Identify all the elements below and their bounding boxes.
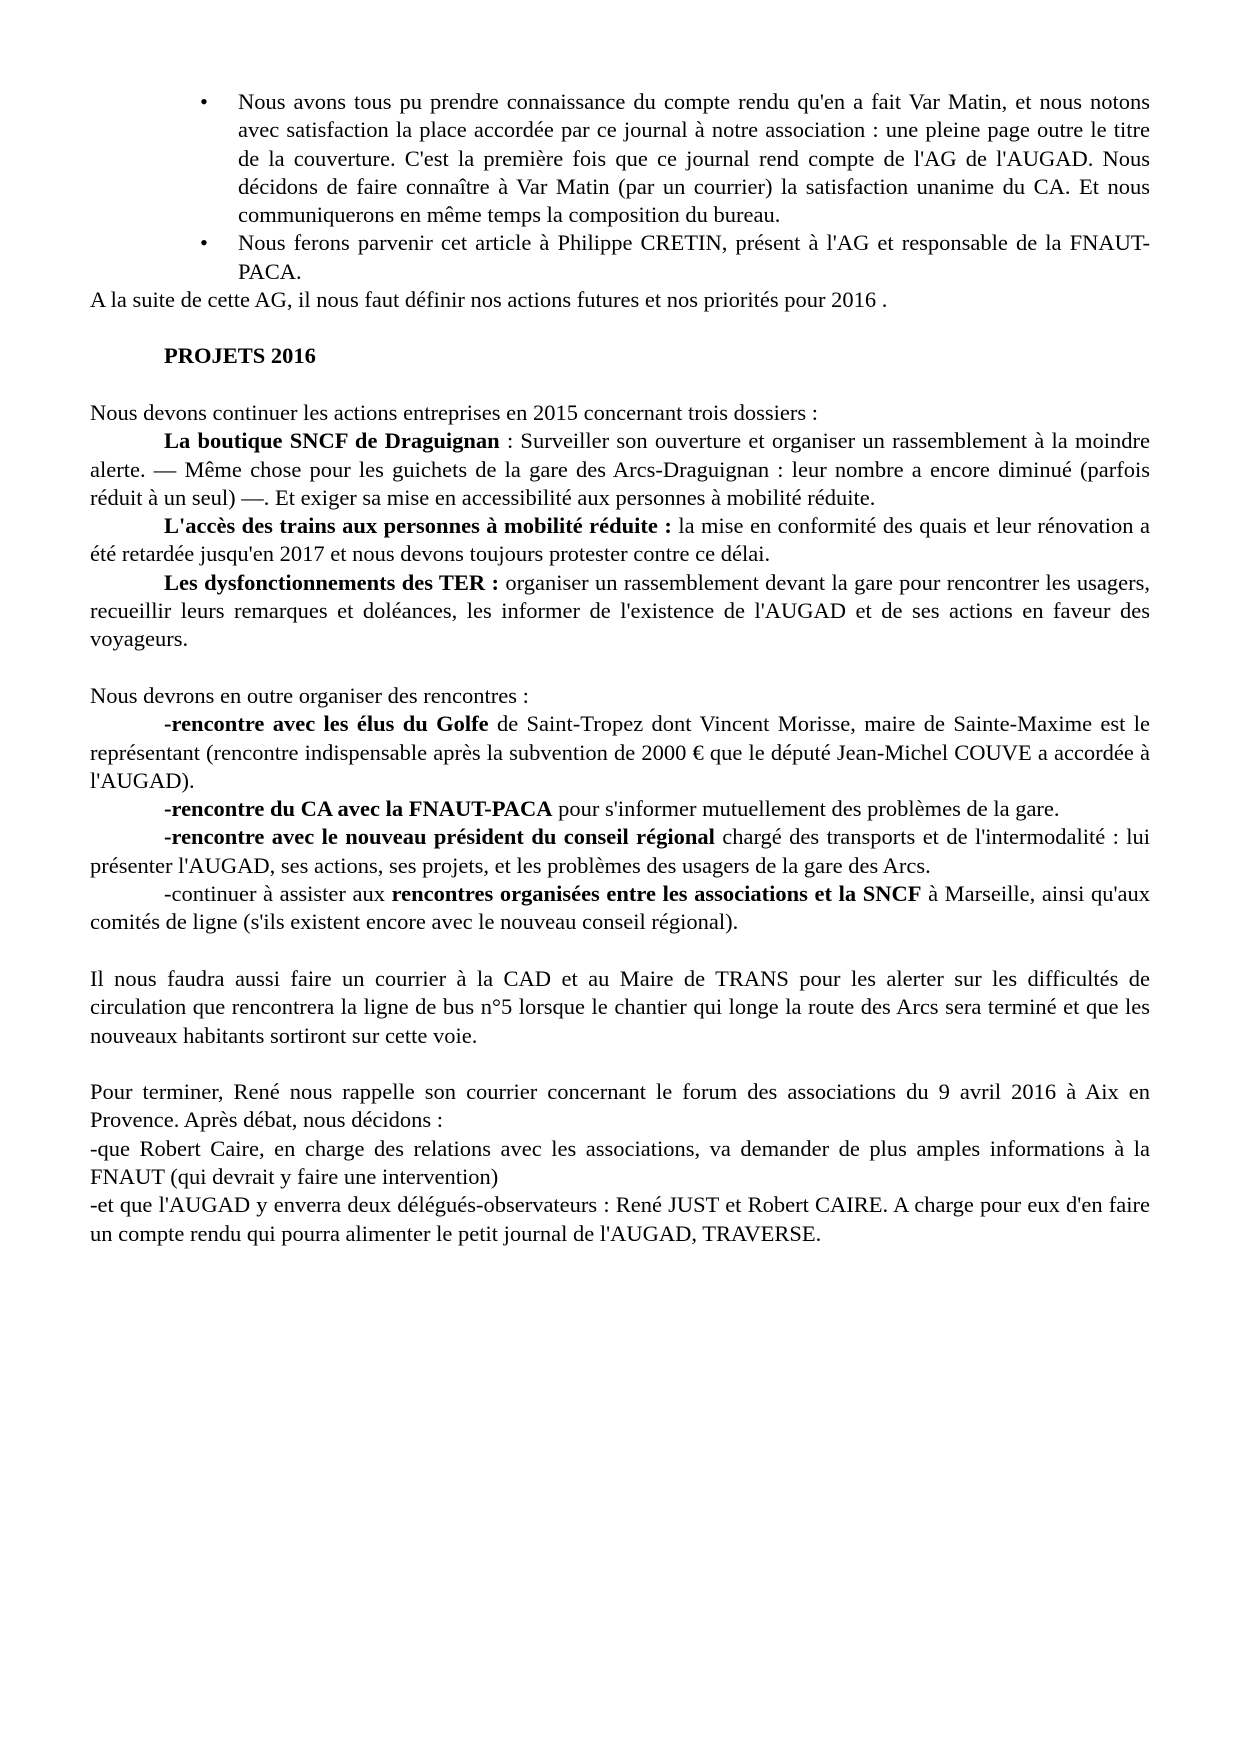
bullet-text: Nous avons tous pu prendre connaissance du compte rendu qu'en a fait Var Matin, et nous notons avec satisfaction la place accordée par ce journal à notre association : une pleine page outre le titre de la couverture. C'est la première fois que ce journal rend compte de l'AG de l'AUGAD. Nous décidons de faire connaître à Var Matin (par un courrier) la satisfaction unanime du CA. Et nous communiquerons en même temps la composition du bureau. bbox=[238, 89, 1150, 228]
meeting-text: de Saint-Tropez dont Vincent Morisse, maire de Sainte-Maxime est le représentant (rencontre indispensable après la subvention de 2000 € que le député Jean-Michel COUVE a accordée à l'AUGAD). bbox=[90, 711, 1150, 793]
bullet-dot-icon: • bbox=[200, 230, 208, 256]
meeting-text: chargé des transports et de l'intermodalité : lui présenter l'AUGAD, ses actions, ses projets, et les problèmes des usagers de la gare des Arcs. bbox=[90, 824, 1150, 878]
dossier-paragraph bbox=[90, 569, 1150, 654]
meeting-text: à Marseille, ainsi qu'aux comités de ligne (s'ils existent encore avec le nouveau conseil régional). bbox=[90, 881, 1151, 935]
bullet-item bbox=[200, 229, 1150, 286]
spacer bbox=[90, 1050, 1150, 1078]
meeting-paragraph bbox=[90, 823, 1150, 880]
bullet-list bbox=[90, 88, 1150, 286]
meeting-title: -rencontre avec le nouveau président du conseil régional bbox=[164, 824, 715, 850]
after-ag-paragraph: A la suite de cette AG, il nous faut définir nos actions futures et nos priorités pour 2016 . bbox=[90, 287, 888, 313]
dossier-text: : Surveiller son ouverture et organiser un rassemblement à la moindre alerte. — Même chose pour les guichets de la gare des Arcs-Draguignan : leur nombre a encore diminué (parfois réduit à un seul) —. Et exiger sa mise en accessibilité aux personnes à mobilité réduite. bbox=[90, 428, 1150, 510]
closing-decision: -et que l'AUGAD y enverra deux délégués-observateurs : René JUST et Robert CAIRE. A charge pour eux d'en faire un compte rendu qui pourra alimenter le petit journal de l'AUGAD, TRAVERSE. bbox=[90, 1192, 1150, 1246]
dossier-title: Les dysfonctionnements des TER : bbox=[164, 569, 500, 595]
meeting-title: rencontres organisées entre les associations et la SNCF bbox=[391, 881, 922, 907]
bullet-dot-icon: • bbox=[200, 89, 208, 114]
cad-letter-paragraph: Il nous faudra aussi faire un courrier à la CAD et au Maire de TRANS pour les alerter sur les difficultés de circulation que rencontrera la ligne de bus n°5 lorsque le chantier qui longe la route des Arcs sera terminé et que les nouveaux habitants sortiront sur cette voie. bbox=[90, 965, 1150, 1048]
closing-paragraph: Pour terminer, René nous rappelle son courrier concernant le forum des associations du 9 avril 2016 à Aix en Provence. Après débat, nous décidons : bbox=[90, 1079, 1150, 1133]
dossier-text: la mise en conformité des quais et leur rénovation a été retardée jusqu'en 2017 et nous devons toujours protester contre ce délai. bbox=[90, 513, 1150, 567]
meeting-title: -rencontre avec les élus du Golfe bbox=[164, 711, 489, 737]
spacer bbox=[90, 654, 1150, 682]
spacer bbox=[90, 937, 1150, 965]
spacer bbox=[90, 371, 1150, 399]
meeting-paragraph bbox=[90, 795, 1150, 823]
dossier-title: La boutique SNCF de Draguignan bbox=[164, 428, 500, 454]
closing-decision: -que Robert Caire, en charge des relations avec les associations, va demander de plus amples informations à la FNAUT (qui devrait y faire une intervention) bbox=[90, 1135, 1150, 1189]
meeting-text: pour s'informer mutuellement des problèmes de la gare. bbox=[552, 796, 1060, 822]
meeting-paragraph bbox=[90, 880, 1150, 937]
continue-intro: Nous devons continuer les actions entreprises en 2015 concernant trois dossiers : bbox=[90, 399, 818, 425]
meeting-prefix: -continuer à assister aux bbox=[164, 881, 392, 907]
bullet-item bbox=[200, 88, 1150, 229]
meetings-intro: Nous devrons en outre organiser des rencontres : bbox=[90, 682, 529, 708]
meeting-title: -rencontre du CA avec la FNAUT-PACA bbox=[164, 796, 553, 822]
dossier-text: organiser un rassemblement devant la gare pour rencontrer les usagers, recueillir leurs remarques et doléances, les informer de l'existence de l'AUGAD et de ses actions en faveur des voyageurs. bbox=[90, 569, 1150, 652]
dossier-paragraph bbox=[90, 512, 1150, 569]
dossier-title: L'accès des trains aux personnes à mobilité réduite : bbox=[164, 513, 672, 539]
bullet-text: Nous ferons parvenir cet article à Philippe CRETIN, présent à l'AG et responsable de la FNAUT-PACA. bbox=[238, 230, 1150, 284]
meeting-paragraph bbox=[90, 710, 1150, 795]
section-heading: PROJETS 2016 bbox=[164, 343, 316, 369]
dossier-paragraph bbox=[90, 427, 1150, 512]
